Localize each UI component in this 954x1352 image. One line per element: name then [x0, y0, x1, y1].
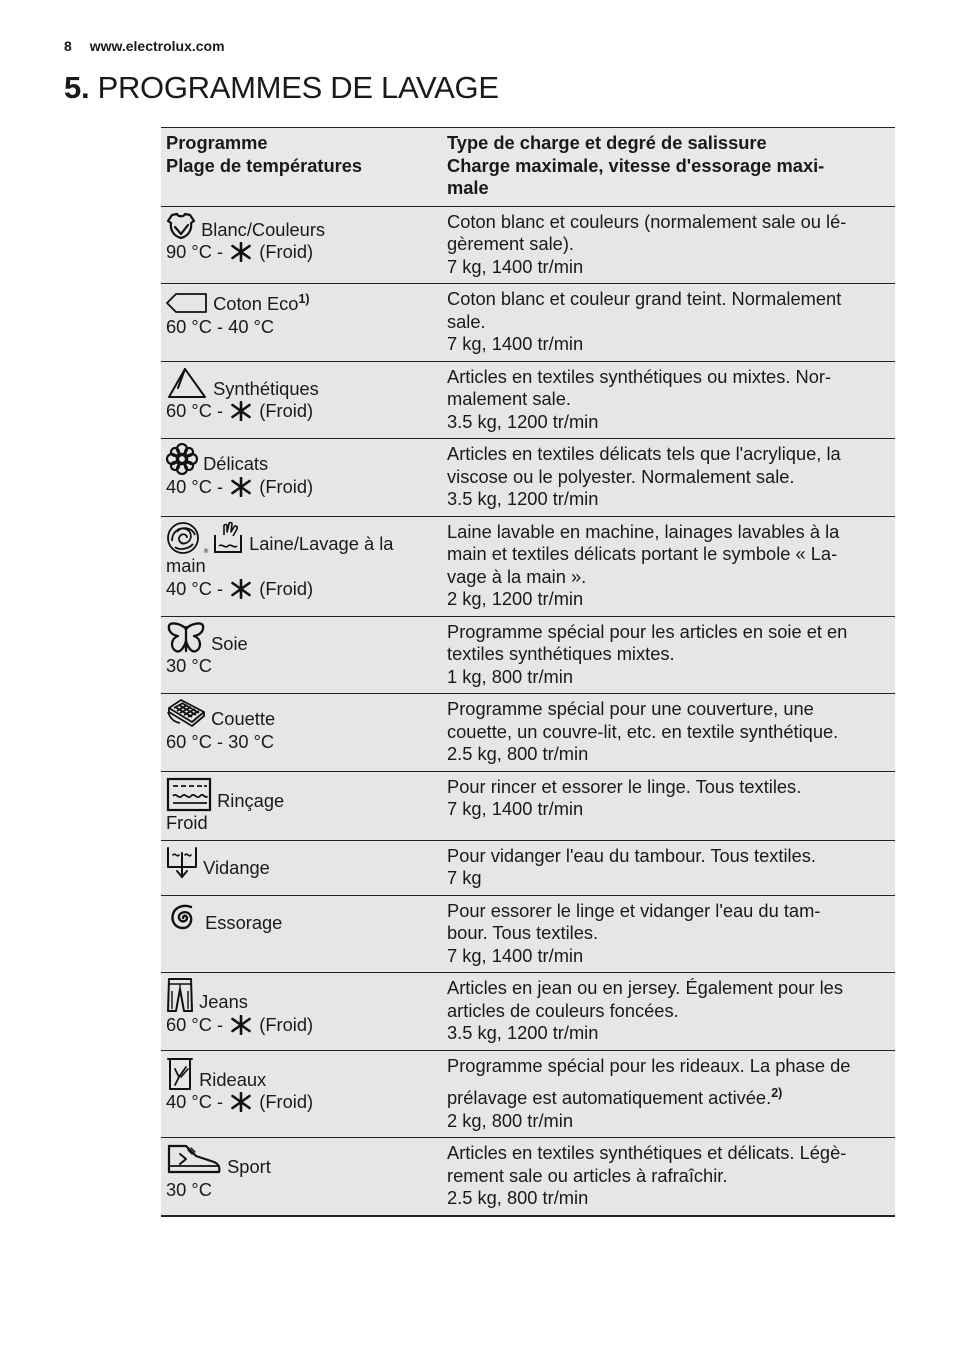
table-row	[161, 771, 895, 840]
eco-tag-icon	[166, 291, 208, 315]
load-speed: 7 kg, 1400 tr/min	[447, 255, 584, 277]
program-cell	[161, 771, 442, 840]
load-speed: 7 kg	[447, 867, 482, 888]
table-row	[161, 284, 895, 362]
table-row	[161, 206, 895, 284]
temperature-range: 60 °C - (Froid)	[166, 1014, 436, 1041]
butterfly-icon	[166, 621, 206, 655]
cold-asterisk-icon	[230, 1092, 252, 1118]
program-cell: ® Laine/Lavage à la main 40 °C - (Froid)	[161, 516, 442, 616]
load-speed: 7 kg, 1400 tr/min	[447, 333, 584, 354]
curtain-icon	[166, 1055, 194, 1091]
program-cell	[161, 1050, 442, 1138]
program-cell	[161, 1138, 442, 1216]
cotton-shirt-icon	[166, 211, 196, 241]
cold-asterisk-icon	[230, 242, 252, 268]
load-speed: 3.5 kg, 1200 tr/min	[447, 410, 599, 432]
wool-handwash-icon	[166, 521, 244, 555]
description-cell: Coton blanc et couleur grand teint. Normalement sale. 7 kg, 1400 tr/min	[442, 284, 895, 362]
jeans-icon	[166, 977, 194, 1013]
description-cell: Programme spécial pour les articles en soie et en textiles synthétiques mixtes. 1 kg, 800 tr/min	[442, 616, 895, 694]
website-url[interactable]: www.electrolux.com	[89, 38, 225, 54]
description-cell: Pour essorer le linge et vidanger l'eau du tam- bour. Tous textiles. 7 kg, 1400 tr/min	[442, 895, 895, 973]
flower-icon	[166, 443, 198, 475]
table-header-row	[161, 128, 895, 207]
load-speed: 3.5 kg, 1200 tr/min	[447, 488, 599, 509]
footnote-marker: 1)	[298, 292, 310, 306]
load-speed: 1 kg, 800 tr/min	[447, 665, 573, 687]
table-row	[161, 694, 895, 772]
temperature-range: 40 °C - (Froid)	[166, 578, 436, 605]
temperature-range: Froid	[166, 812, 208, 833]
program-name: Vidange	[203, 856, 270, 878]
program-name: Coton Eco	[213, 293, 299, 314]
cold-asterisk-icon	[230, 477, 252, 503]
cold-asterisk-icon	[230, 401, 252, 427]
table-row	[161, 516, 895, 616]
program-cell	[161, 895, 442, 973]
program-cell	[161, 616, 442, 694]
program-name: Délicats	[203, 453, 269, 474]
load-speed: 7 kg, 1400 tr/min	[447, 944, 584, 966]
temperature-range: 90 °C - (Froid)	[166, 241, 436, 268]
program-cell	[161, 973, 442, 1051]
load-speed: 2.5 kg, 800 tr/min	[447, 1187, 589, 1208]
spin-spiral-icon	[166, 900, 200, 934]
description-cell: Articles en textiles délicats tels que l'acrylique, la viscose ou le polyester. Normalement sale. 3.5 kg, 1200 tr/min	[442, 439, 895, 517]
description-cell: Pour rincer et essorer le linge. Tous textiles. 7 kg, 1400 tr/min	[442, 771, 895, 840]
temperature-range: 30 °C	[166, 655, 212, 676]
load-speed: 3.5 kg, 1200 tr/min	[447, 1022, 599, 1043]
program-cell	[161, 206, 442, 284]
program-cell	[161, 840, 442, 895]
section-number: 5.	[64, 70, 90, 105]
program-cell	[161, 439, 442, 517]
cold-asterisk-icon	[230, 579, 252, 605]
description-cell: Articles en textiles synthétiques ou mixtes. Nor- malement sale. 3.5 kg, 1200 tr/min	[442, 361, 895, 439]
program-name: Rinçage	[217, 789, 285, 811]
synthetics-triangle-icon	[166, 366, 208, 400]
description-cell: Articles en jean ou en jersey. Également pour les articles de couleurs foncées. 3.5 kg, 1200 tr/min	[442, 973, 895, 1051]
program-name: Laine/Lavage à la	[249, 532, 394, 554]
temperature-range: 40 °C - (Froid)	[166, 476, 436, 503]
load-speed: 2.5 kg, 800 tr/min	[447, 743, 589, 764]
sport-shoe-icon	[166, 1142, 222, 1178]
section-title-text: PROGRAMMES DE LAVAGE	[97, 70, 499, 105]
description-cell: Laine lavable en machine, lainages lavables à la main et textiles délicats portant le symbole « La- vage à la main ». 2 kg, 1200 tr/min	[442, 516, 895, 616]
description-cell: Programme spécial pour les rideaux. La phase de prélavage est automatiquement activée.$^{2)}$ 2 kg, 800 tr/min	[442, 1050, 895, 1138]
page-number: 8	[64, 38, 72, 54]
table-row	[161, 973, 895, 1051]
program-cell	[161, 361, 442, 439]
svg-text:®: ®	[203, 547, 209, 555]
program-name: Synthétiques	[213, 377, 319, 399]
programs-table	[161, 127, 895, 1217]
table-row	[161, 1138, 895, 1216]
program-name: Jeans	[199, 991, 248, 1012]
section-title	[64, 70, 499, 106]
col2-header: Type de charge et degré de salissure Charge maximale, vitesse d'essorage maxi- male	[442, 128, 895, 207]
cold-asterisk-icon	[230, 1015, 252, 1041]
temperature-range: 60 °C - (Froid)	[166, 400, 436, 427]
load-speed: 7 kg, 1400 tr/min	[447, 798, 584, 819]
table-row	[161, 361, 895, 439]
description-cell: Coton blanc et couleurs (normalement sale ou lé- gèrement sale). 7 kg, 1400 tr/min	[442, 206, 895, 284]
table-row	[161, 1050, 895, 1138]
temperature-range: 60 °C - 30 °C	[166, 730, 275, 752]
program-name: Sport	[227, 1156, 271, 1177]
footnote-marker: 2)	[771, 1086, 783, 1100]
load-speed: 2 kg, 800 tr/min	[447, 1109, 573, 1131]
temperature-range: 40 °C - (Froid)	[166, 1091, 436, 1118]
rinse-tub-icon	[166, 776, 212, 812]
temperature-range: 60 °C - 40 °C	[166, 315, 275, 337]
program-name: Blanc/Couleurs	[201, 218, 326, 240]
table-row	[161, 439, 895, 517]
col1-header: Programme Plage de températures	[161, 128, 442, 207]
description-cell: Programme spécial pour une couverture, une couette, un couvre-lit, etc. en textile synthétique. 2.5 kg, 800 tr/min	[442, 694, 895, 772]
description-cell: Pour vidanger l'eau du tambour. Tous textiles. 7 kg	[442, 840, 895, 895]
temperature-range: 30 °C	[166, 1178, 212, 1200]
load-speed: 2 kg, 1200 tr/min	[447, 588, 584, 609]
table-row	[161, 895, 895, 973]
program-cell	[161, 694, 442, 772]
description-cell: Articles en textiles synthétiques et délicats. Légè- rement sale ou articles à rafraîchir. 2.5 kg, 800 tr/min	[442, 1138, 895, 1216]
program-cell	[161, 284, 442, 362]
table-row	[161, 840, 895, 895]
program-name: Soie	[211, 632, 248, 654]
duvet-icon	[166, 698, 206, 730]
program-name: Rideaux	[199, 1068, 267, 1090]
table-row	[161, 616, 895, 694]
program-name: Essorage	[205, 911, 283, 933]
drain-icon	[166, 845, 198, 879]
page-header	[64, 38, 225, 54]
program-name: Couette	[211, 708, 276, 729]
